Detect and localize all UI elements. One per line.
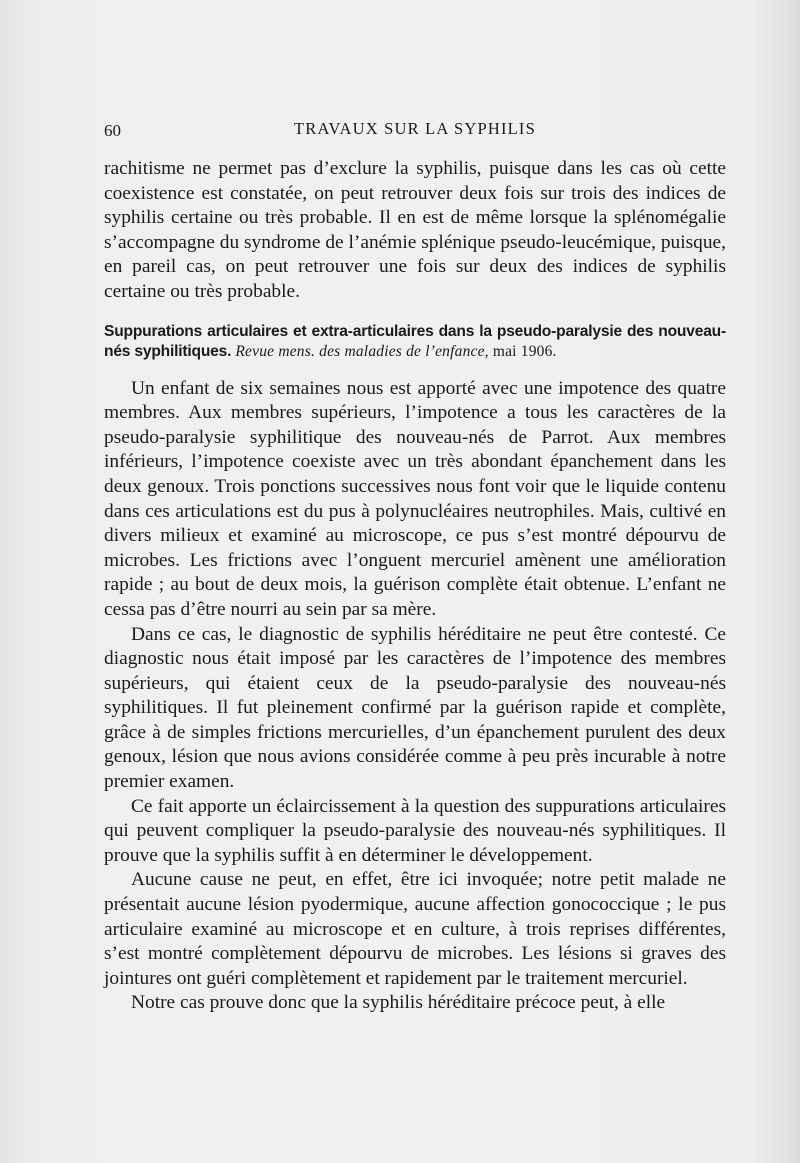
journal-name: Revue mens. des maladies de l’enfance,: [235, 343, 489, 361]
page-header: [104, 117, 726, 141]
paragraph: Dans ce cas, le diagnostic de syphilis héréditaire ne peut être contesté. Ce diagnostic nous était imposé par les caractères de l’impotence des membres supérieurs, qui étaient ceux de la pseudo-paralysie des nouveau-nés syphilitiques. Il fut pleinement confirmé par la guérison rapide et complète, grâce à de simples frictions mercurielles, d’un épanchement purulent des deux genoux, lésion que nous avions considérée comme à peu près incurable à notre premier examen.: [104, 623, 726, 793]
section-heading: [104, 322, 726, 363]
paragraph: Notre cas prouve donc que la syphilis héréditaire précoce peut, à elle: [131, 992, 666, 1014]
paragraph-continued: rachitisme ne permet pas d’exclure la syphilis, puisque dans les cas où cette coexistence est constatée, on peut retrouver deux fois sur trois des indices de syphilis certaine ou très probable. Il en est de même lorsque la splénomégalie s’accompagne du syndrome de l’anémie splénique pseudo-leucémique, puisque, en pareil cas, on peut retrouver une fois sur deux des indices de syphilis certaine ou très probable.: [104, 158, 726, 302]
paragraph: Un enfant de six semaines nous est apporté avec une impotence des quatre membres. Aux membres supérieurs, l’impotence a tous les caractères de la pseudo-paralysie syphilitique des nouveau-nés de Parrot. Aux membres inférieurs, l’impotence coexiste avec un très abondant épanchement dans les deux genoux. Trois ponctions successives nous font voir que le liquide contenu dans ces articulations est du pus à polynucléaires neutrophiles. Mais, cultivé en divers milieux et examiné au microscope, ce pus s’est montré dépourvu de microbes. Les frictions avec l’onguent mercuriel amènent une amélioration rapide ; au bout de deux mois, la guérison complète était obtenue. L’enfant ne cessa pas d’être nourri au sein par sa mère.: [104, 377, 726, 620]
body-text: [104, 157, 726, 1016]
page-number: 60: [104, 121, 121, 140]
publication-date: mai 1906.: [492, 343, 557, 361]
section-citation: [235, 343, 556, 360]
running-title: TRAVAUX SUR LA SYPHILIS: [294, 119, 536, 138]
section-title: Suppurations articulaires et extra-articulaires dans la pseudo-paralysie des nouveau-nés syphilitiques.: [104, 322, 726, 361]
paragraph: Ce fait apporte un éclaircissement à la question des suppurations articulaires qui peuvent compliquer la pseudo-paralysie des nouveau-nés syphilitiques. Il prouve que la syphilis suffit à en déterminer le développement.: [104, 795, 726, 866]
paragraph: Aucune cause ne peut, en effet, être ici invoquée; notre petit malade ne présentait aucune lésion pyodermique, aucune affection gonococcique ; le pus articulaire examiné au microscope et en culture, à trois reprises différentes, s’est montré complètement dépourvu de microbes. Les lésions si graves des jointures ont guéri complètement et rapidement par le traitement mercuriel.: [104, 869, 726, 989]
